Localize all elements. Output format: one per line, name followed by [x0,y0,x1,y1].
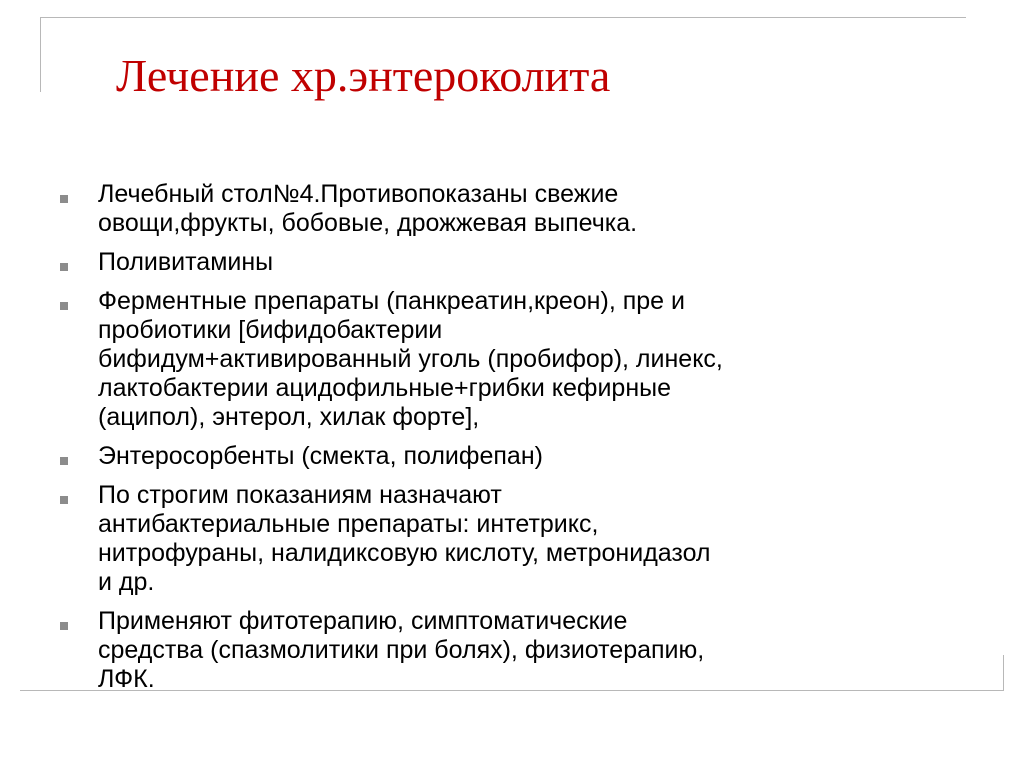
frame-right-line [1003,655,1004,691]
slide-title: Лечение хр.энтероколита [116,50,611,101]
square-bullet-icon [60,457,68,465]
bullet-item-enzymes [60,287,960,432]
square-bullet-icon [60,302,68,310]
bullet-item-vitamins [60,248,960,277]
frame-top-line [40,17,966,18]
square-bullet-icon [60,496,68,504]
frame-left-line [40,17,41,92]
bullet-text: По строгим показаниям назначают антибактериальные препараты: интетрикс, нитрофураны, налидиксовую кислоту, метронидазол и др. [98,481,711,596]
square-bullet-icon [60,195,68,203]
bullet-text: Энтеросорбенты (смекта, полифепан) [98,442,543,470]
bullet-text: Лечебный стол№4.Противопоказаны свежие овощи,фрукты, бобовые, дрожжевая выпечка. [98,180,638,237]
bullet-item-antibacterial [60,481,960,597]
bullet-item-therapy [60,607,960,694]
bullet-list [60,180,960,704]
square-bullet-icon [60,622,68,630]
square-bullet-icon [60,263,68,271]
bullet-text: Поливитамины [98,248,274,276]
bullet-text: Ферментные препараты (панкреатин,креон), пре и пробиотики [бифидобактерии бифидум+активированный уголь (пробифор), линекс, лактобактерии ацидофильные+грибки кефирные (аципол), энтерол, хилак форте], [98,287,723,431]
bullet-text: Применяют фитотерапию, симптоматические средства (спазмолитики при болях), физиотерапию, ЛФК. [98,607,705,693]
bullet-item-diet [60,180,960,238]
bullet-item-sorbents [60,442,960,471]
